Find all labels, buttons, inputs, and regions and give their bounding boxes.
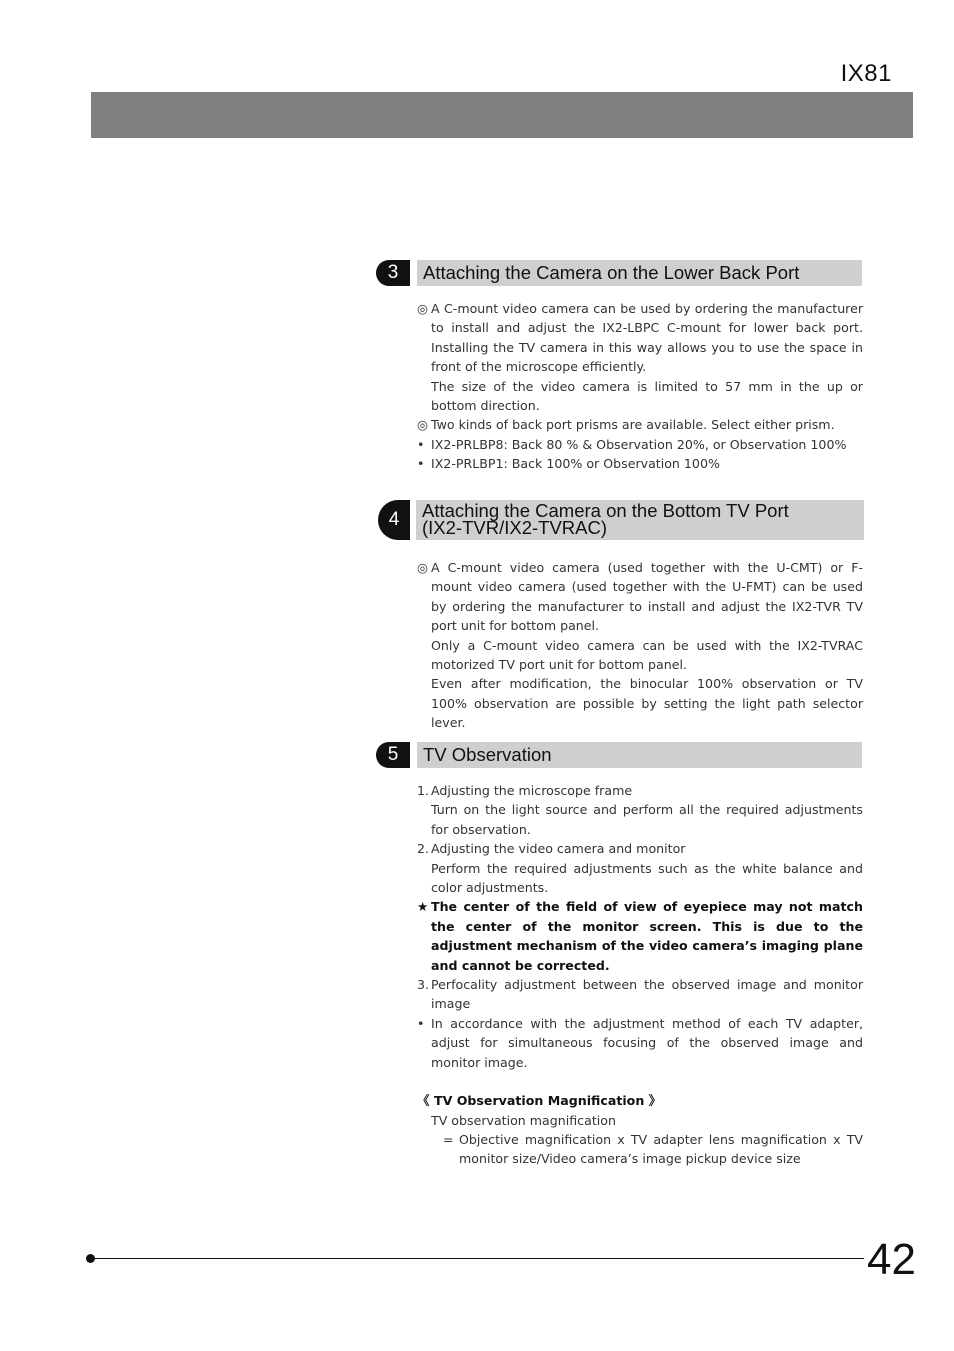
- footer-rule: [90, 1258, 864, 1259]
- paragraph: Even after modification, the binocular 100% observation or TV 100% observation are possible by setting the light path selector lever.: [431, 676, 863, 731]
- section-number-badge: 3: [376, 260, 410, 286]
- paragraph: ◎ A C-mount video camera (used together with the U-CMT) or F-mount video camera (used together with the U-FMT) can be used by ordering the manufacturer to install and adjust the IX2-TVR TV port unit for bottom panel.: [417, 560, 863, 634]
- model-name: IX81: [840, 60, 892, 87]
- bullet: •: [417, 456, 425, 472]
- magnification-heading: 《 TV Observation Magnification 》: [417, 1093, 662, 1109]
- page-number: 42: [867, 1235, 916, 1284]
- section-4-body: [417, 558, 863, 733]
- paragraph: Perform the required adjustments such as the white balance and color adjustments.: [431, 860, 863, 896]
- double-circle-bullet: ◎: [417, 417, 428, 433]
- equals-sign: =: [443, 1131, 454, 1147]
- header-bar: [91, 92, 913, 138]
- paragraph: The size of the video camera is limited to 57 mm in the up or bottom direction.: [431, 378, 863, 414]
- paragraph: Turn on the light source and perform all the required adjustments for observation.: [431, 802, 863, 837]
- bullet: •: [417, 1015, 425, 1031]
- section-number-badge: 5: [376, 742, 410, 768]
- list-item: • IX2-PRLBP1: Back 100% or Observation 100%: [417, 454, 863, 473]
- section-title: Attaching the Camera on the Lower Back Port: [417, 260, 862, 286]
- paragraph: Only a C-mount video camera can be used with the IX2-TVRAC motorized TV port unit for bottom panel.: [431, 637, 863, 673]
- list-item: 2. Adjusting the video camera and monitor: [417, 839, 863, 858]
- caution-note: ★ The center of the field of view of eyepiece may not match the center of the monitor screen. This is due to the adjustment mechanism of the video camera’s imaging plane and cannot be corrected.: [417, 899, 863, 973]
- section-title: TV Observation: [417, 742, 862, 768]
- double-circle-bullet: ◎: [417, 301, 428, 316]
- step-number: 1.: [417, 783, 430, 798]
- bullet: •: [417, 436, 425, 452]
- section-3-body: [417, 299, 863, 474]
- step-number: 3.: [417, 977, 430, 993]
- step-number: 2.: [417, 841, 430, 857]
- section-5-body: [417, 781, 863, 1169]
- section-number-badge: 4: [378, 500, 410, 540]
- magnification-formula: = Objective magnification x TV adapter lens magnification x TV monitor size/Video camera’s image pickup device size: [443, 1131, 863, 1167]
- magnification-label: TV observation magnification: [431, 1112, 616, 1128]
- double-circle-bullet: ◎: [417, 560, 428, 575]
- list-item: • In accordance with the adjustment method of each TV adapter, adjust for simultaneous focusing of the observed image and monitor image.: [417, 1015, 863, 1070]
- section-title: Attaching the Camera on the Bottom TV Port (IX2-TVR/IX2-TVRAC): [416, 500, 864, 540]
- star-icon: ★: [417, 899, 429, 915]
- paragraph: ◎ Two kinds of back port prisms are available. Select either prism.: [417, 415, 863, 434]
- list-item: 3. Perfocality adjustment between the observed image and monitor image: [417, 977, 863, 1012]
- list-item: • IX2-PRLBP8: Back 80 % & Observation 20%, or Observation 100%: [417, 435, 863, 454]
- list-item: 1. Adjusting the microscope frame: [417, 781, 863, 800]
- paragraph: ◎ A C-mount video camera can be used by ordering the manufacturer to install and adjust the IX2-LBPC C-mount for lower back port. Installing the TV camera in this way allows you to use the space in front of the microscope efficiently.: [417, 301, 863, 375]
